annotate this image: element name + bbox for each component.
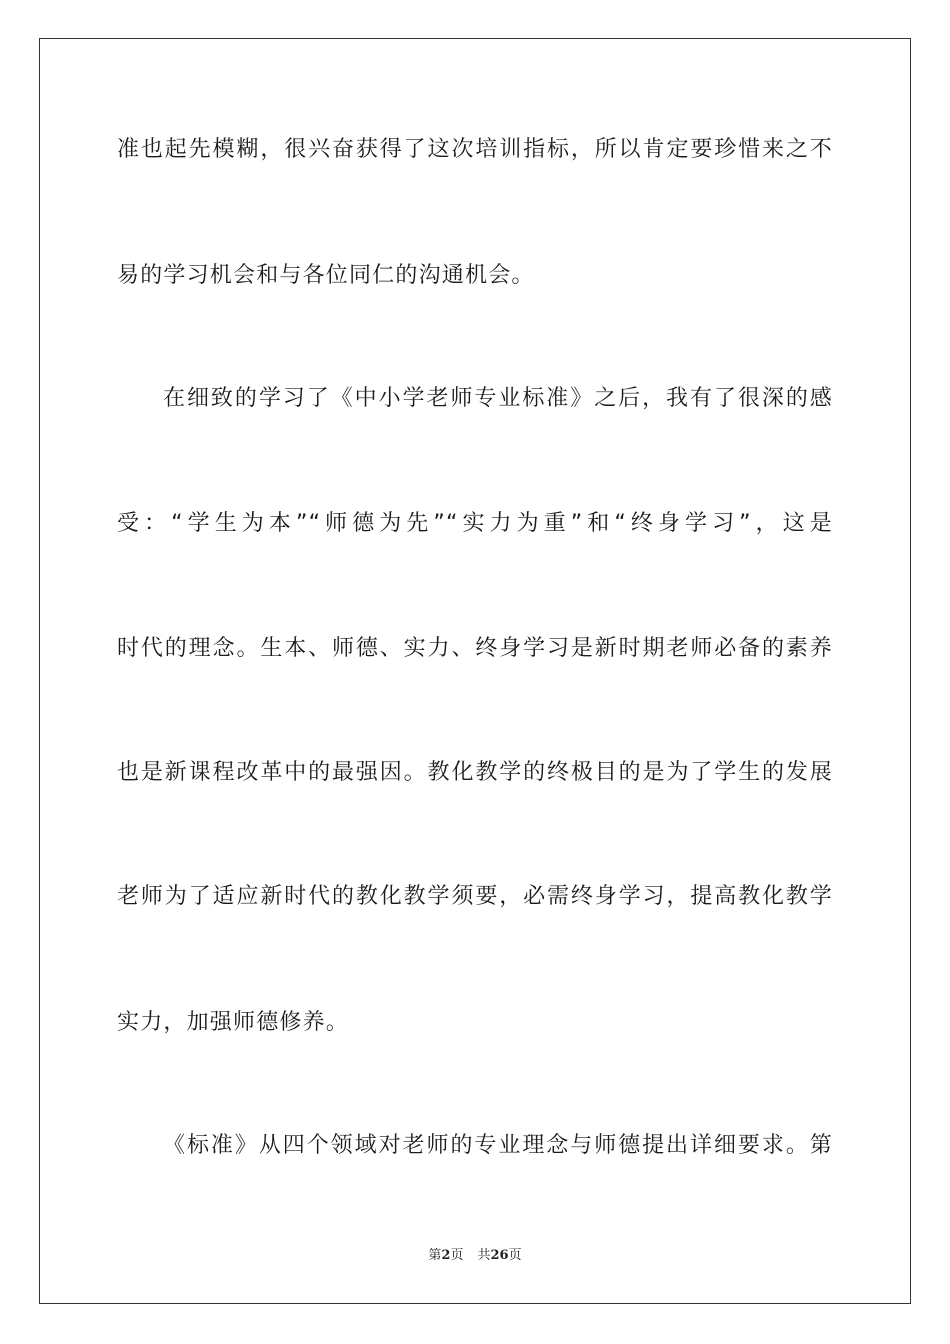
text-line-9: 《标准》从四个领域对老师的专业理念与师德提出详细要求。第 [163, 1133, 833, 1158]
total-suffix: 页 [508, 1248, 522, 1263]
page-border [39, 38, 911, 1304]
page-prefix: 第 [428, 1248, 442, 1263]
text-line-5: 时代的理念。生本、师德、实力、终身学习是新时期老师必备的素养 [117, 636, 833, 661]
page-suffix: 页 [450, 1248, 464, 1263]
text-line-8: 实力，加强师德修养。 [117, 1010, 350, 1035]
page-number: 2 [441, 1248, 451, 1263]
text-line-3: 在细致的学习了《中小学老师专业标准》之后，我有了很深的感 [163, 386, 833, 411]
text-line-4: 受：“学生为本”“师德为先”“实力为重”和“终身学习”，这是 [117, 511, 833, 536]
text-line-7: 老师为了适应新时代的教化教学须要，必需终身学习，提高教化教学 [117, 884, 833, 909]
text-line-6: 也是新课程改革中的最强因。教化教学的终极目的是为了学生的发展 [117, 760, 833, 785]
page-footer [0, 1247, 950, 1265]
text-line-2: 易的学习机会和与各位同仁的沟通机会。 [117, 263, 535, 288]
total-pages: 26 [490, 1248, 509, 1263]
total-prefix: 共 [477, 1248, 491, 1263]
text-line-1: 准也起先模糊，很兴奋获得了这次培训指标，所以肯定要珍惜来之不 [117, 137, 833, 162]
